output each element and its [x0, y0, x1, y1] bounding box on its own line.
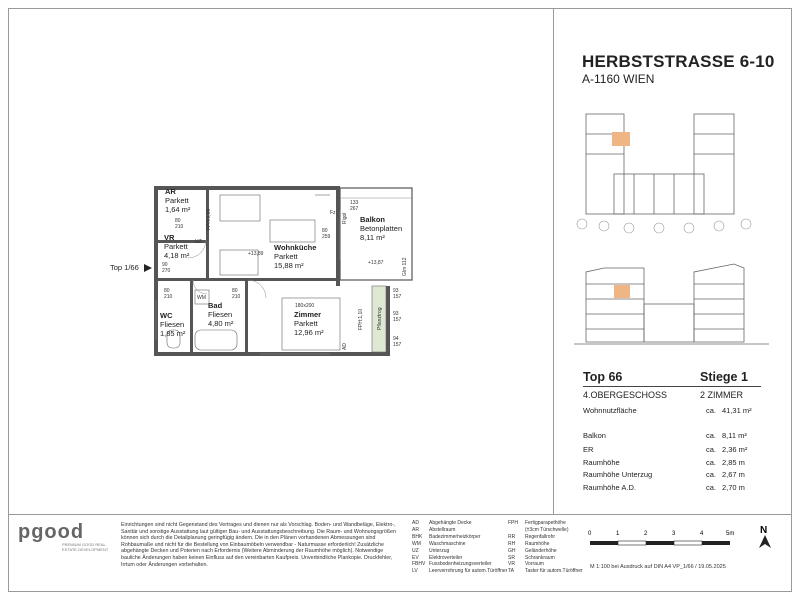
logo-tagline: PREMIUM GOOD REAL ESTATE DEVELOPMENT: [62, 542, 109, 552]
unit-highlight-section: [614, 285, 630, 298]
room-wc-floor: Fliesen: [160, 320, 185, 329]
wall-east-upper: [336, 186, 340, 286]
sofa: [270, 220, 315, 242]
svg-text:2: 2: [644, 531, 648, 537]
wall-north: [154, 186, 340, 190]
ad-label: AD: [342, 343, 348, 350]
dim-d9: 80: [164, 288, 170, 294]
dim-d8: 270: [162, 268, 171, 274]
svg-text:1: 1: [616, 531, 620, 537]
fph-1: FPH:0,90: [206, 208, 212, 230]
dim-d3: 80: [322, 228, 328, 234]
room-balkon-area: 8,11 m²: [360, 233, 385, 242]
planter-label: Pflanztrog: [377, 307, 383, 330]
abbreviation-legend-left: AD Abgehängte Decke AR Abstellraum BHK Badezimmerheizkörper WM Waschmaschine UZ Unterzug EV Elektroverteiler FBHV Fussbodenheizungsverteiler LV Leerverrohrung für autom.Türöffner: [412, 520, 508, 575]
dim-d12: 210: [232, 294, 241, 300]
scale-note: M 1:100 bei Ausdruck auf DIN A4 VP_1/66 / 19.05.2025: [590, 564, 726, 570]
dining-table: [220, 195, 260, 221]
svg-text:4: 4: [700, 531, 704, 537]
room-bad-area: 4,80 m²: [208, 319, 234, 328]
company-logo: pgood: [18, 521, 85, 543]
project-city: A-1160 WIEN: [582, 72, 655, 86]
wall-wc-bad: [190, 280, 193, 354]
room-zimmer-floor: Parkett: [294, 319, 318, 328]
unit-stair: Stiege 1: [700, 370, 748, 384]
room-ar-name: AR: [165, 187, 176, 196]
bed-size: 180x200: [295, 303, 315, 309]
room-vr-floor: Parkett: [164, 242, 188, 251]
level-2: +13,87: [368, 260, 384, 266]
room-wc-name: WC: [160, 311, 173, 320]
railing-label: Glm 112: [402, 257, 408, 276]
wall-bad-zimmer: [245, 280, 248, 354]
dim-w4: 157: [393, 317, 402, 323]
svg-text:5m: 5m: [726, 531, 735, 537]
dim-d2: 210: [175, 224, 184, 230]
sheet-divider-vertical: [553, 8, 554, 514]
room-wc-area: 1,85 m²: [160, 329, 186, 338]
room-bad-name: Bad: [208, 301, 223, 310]
wall-vr-living: [206, 190, 209, 280]
dim-d1: 80: [175, 218, 181, 224]
room-vr-name: VR: [164, 233, 175, 242]
svg-text:0: 0: [588, 531, 592, 537]
unit-rooms: 2 ZIMMER: [700, 390, 744, 400]
dim-w1: 93: [393, 288, 399, 294]
room-wohnkueche-name: Wohnküche: [274, 243, 317, 252]
unit-highlight-plan: [612, 132, 630, 146]
entry-arrow: [144, 264, 152, 272]
dim-d5: 133: [350, 200, 359, 206]
fph-2: FPH:1,10: [358, 308, 364, 330]
dim-w6: 157: [393, 342, 402, 348]
building-section: [574, 264, 769, 344]
dim-w2: 157: [393, 294, 402, 300]
level-1: +13,89: [248, 251, 264, 257]
room-wohnkueche-floor: Parkett: [274, 252, 298, 261]
room-zimmer-name: Zimmer: [294, 310, 322, 319]
room-ar-floor: Parkett: [165, 196, 189, 205]
room-wohnkueche-area: 15,88 m²: [274, 261, 304, 270]
room-ar-area: 1,64 m²: [165, 205, 191, 214]
site-plan: [574, 104, 774, 354]
abbreviation-legend-right: FPH Fertigparapethöhe (±3cm Türschwelle) RR Regenfallrohr RH Raumhöhe GH Geländerhöhe SR Schrankraum VR Vorraum TA Taster für autom.Türöffner: [508, 520, 583, 575]
plan-top-marker: Top 1/66: [110, 263, 139, 272]
dim-w5: 94: [393, 336, 399, 342]
dim-d10: 210: [164, 294, 173, 300]
fz-label: Fz: [330, 210, 336, 216]
room-zimmer-area: 12,96 m²: [294, 328, 324, 337]
room-vr-area: 4,18 m²: [164, 251, 190, 260]
unit-floor: 4.OBERGESCHOSS: [583, 390, 668, 400]
svg-text:N: N: [760, 525, 768, 536]
svg-text:3: 3: [672, 531, 676, 537]
disclaimer-text: Einrichtungen sind nicht Gegenstand des Vertrages und dienen nur als Vorschlag. Boden- und Wandbeläge, Elektro-, Sanitär und sonstige Ausstattung laut gültiger Bau- und Ausstattungsbeschreibung. Die Raum- und Wohnungsgrößen können sich durch die Detailplanung geringfügig ändern. Die in den Plänen vorhandenen Abmessungen sind Rohbaumaße und nicht für die Bestellung von Einbaumöbeln verwendbar - Naturmasse erforderlich! Zusätzliche abgehängte Decken und Poterien nach Erfordernis (Weitere Abminderung der Raumhöhe möglich). Notwendige bauliche Änderungen haben keinen Einfluss auf den vereinbarten Kaufpreis. Unverbindliche Plankopie. Druckfehler, Irrtum oder Änderungen vorbehalten.: [121, 522, 396, 568]
room-balkon-floor: Betonplatten: [360, 224, 403, 233]
bathtub: [195, 330, 237, 350]
dim-d7: 90: [162, 262, 168, 268]
dim-w3: 93: [393, 311, 399, 317]
info-divider: [583, 386, 761, 387]
dim-d11: 80: [232, 288, 238, 294]
rigol-label: Rigol: [342, 212, 348, 224]
room-bad-floor: Fliesen: [208, 310, 233, 319]
wall-east-lower: [386, 286, 390, 356]
dim-d6: 267: [350, 206, 359, 212]
room-balkon-name: Balkon: [360, 215, 386, 224]
unit-top: Top 66: [583, 370, 623, 384]
uz-label: UZ: [195, 239, 202, 245]
sheet-divider-horizontal: [8, 514, 792, 515]
floor-plan: [100, 180, 420, 370]
scale-bar: [588, 527, 748, 555]
north-arrow-icon: [755, 524, 775, 550]
wm-label: WM: [197, 295, 206, 301]
project-address: HERBSTSTRASSE 6-10: [582, 52, 775, 71]
dim-d4: 259: [322, 234, 331, 240]
